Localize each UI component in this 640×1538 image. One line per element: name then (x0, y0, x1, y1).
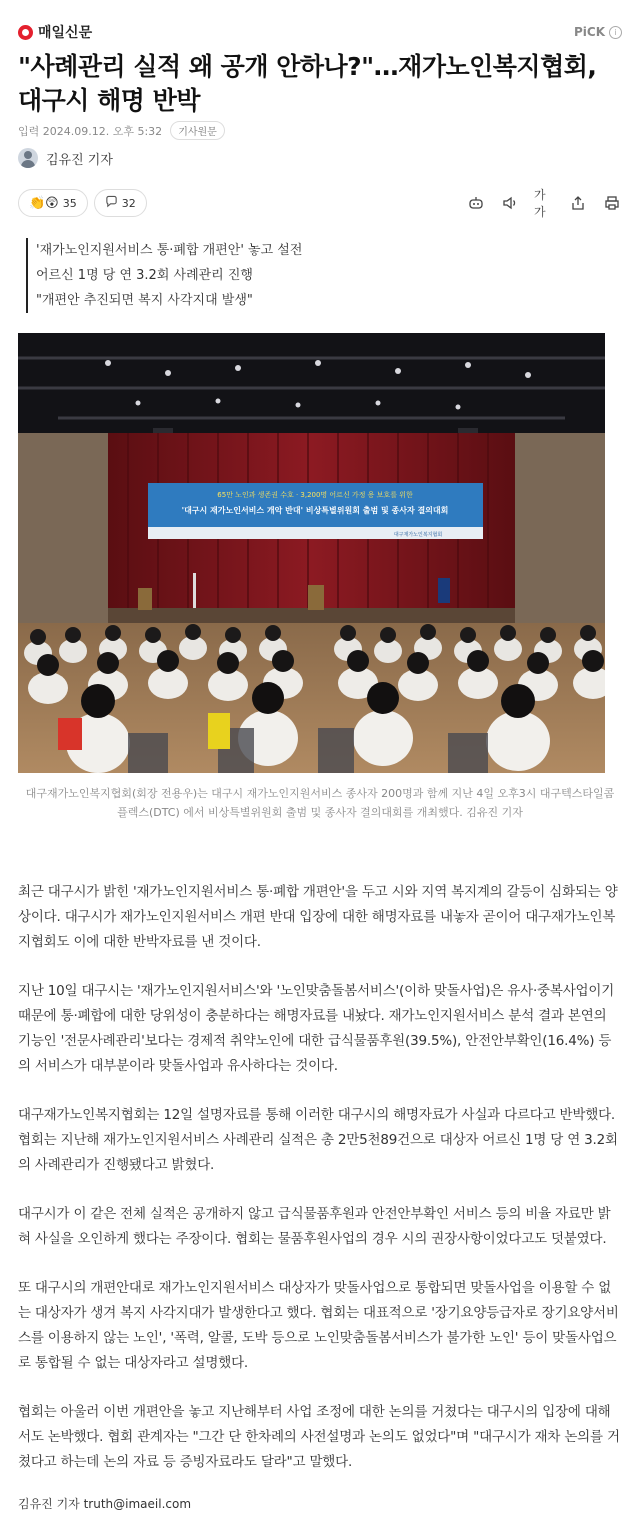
audio-speaker-icon[interactable] (500, 193, 520, 213)
reaction-count: 35 (62, 196, 77, 210)
article-photo[interactable] (18, 333, 605, 773)
article-paragraph: 최근 대구시가 밝힌 '재가노인지원서비스 통·폐합 개편안'을 두고 시와 지역 복지계의 갈등이 심화되는 양상이다. 대구시가 재가노인지원서비스 개편 반대 입장에 대한 해명자료를 내놓자 곧이어 대구재가노인복지협회도 이에 대한 반박자료를 낸 것이다. (18, 884, 618, 950)
print-icon[interactable] (602, 193, 622, 213)
article-byline: 김유진 기자 truth@imaeil.com (18, 1497, 192, 1511)
press-logo-icon (18, 25, 33, 40)
press-name: 매일신문 (38, 25, 93, 41)
summary-line: '재가노인지원서비스 통·폐합 개편안' 놓고 설전 (36, 243, 303, 258)
banner-line-2: '대구시 재가노인서비스 개악 반대' 비상특별위원회 출범 및 종사자 결의대회 (181, 506, 449, 515)
share-icon[interactable] (568, 193, 588, 213)
comment-icon (105, 195, 118, 211)
font-size-button[interactable]: 가가 (534, 188, 546, 219)
top-bar (18, 22, 622, 42)
reporter-name: 김유진 기자 (46, 152, 113, 168)
pick-badge[interactable] (574, 25, 622, 39)
article-body (18, 880, 622, 1499)
article-paragraph: 대구시가 이 같은 전체 실적은 공개하지 않고 급식물품후원과 안전안부확인 서비스 등의 비율 자료만 밝혀 사실을 오인하게 했다는 주장이다. 협회는 물품후원사업의 경우 시의 권장사항이었다고도 덧붙였다. (18, 1206, 611, 1247)
summary-line: "개편안 추진되면 복지 사각지대 발생" (36, 293, 253, 308)
photo-caption: 대구재가노인복지협회(회장 전용우)는 대구시 재가노인지원서비스 종사자 200명과 함께 지난 4일 오후3시 대구텍스타일콤플렉스(DTC) 에서 비상특별위원회 출범 및 종사자 결의대회를 개최했다. 김유진 기자 (25, 787, 615, 819)
article-title: "사례관리 실적 왜 공개 안하나?"…재가노인복지협회, 대구시 해명 반박 (18, 52, 597, 115)
banner-org: 대구재가노인복지협회 (393, 532, 443, 538)
reaction-button[interactable] (18, 189, 88, 217)
article-paragraph: 대구재가노인복지협회는 12일 설명자료를 통해 이러한 대구시의 해명자료가 사실과 다르다고 반박했다. 협회는 지난해 재가노인지원서비스 사례관리 실적은 총 2만5천89건으로 대상자 어르신 1명 당 연 3.2회의 사례관리가 진행됐다고 밝혔다. (18, 1107, 618, 1173)
article-paragraph: 또 대구시의 개편안대로 재가노인지원서비스 대상자가 맞돌사업으로 통합되면 맞돌사업을 이용할 수 없는 대상자가 생겨 복지 사각지대가 발생한다고 했다. 협회는 대표적으로 '장기요양등급자로 장기요양서비스를 이용하지 않는 노인', '폭력, 알콜, 도박 등으로 노인맞춤돌봄서비스가 불가한 노인' 등이 맞돌사업으로 통합될 수 없는 대상자라고 설명했다. (18, 1280, 619, 1371)
comment-button[interactable] (94, 189, 147, 217)
reporter-avatar (18, 148, 38, 168)
action-bar (18, 189, 622, 217)
article-paragraph: 협회는 아울러 이번 개편안을 놓고 지난해부터 사업 조정에 대한 논의를 거쳤다는 대구시의 입장에 대해서도 논박했다. 협회 관계자는 "그간 단 한차례의 사전설명과 논의도 없었다"며 "대구시가 재차 논의를 거쳤다고 하는데 논의 자료 등 증빙자료라도 달라"고 말했다. (18, 1404, 620, 1470)
summary-robot-icon[interactable] (466, 193, 486, 213)
hall-photo-illustration (18, 333, 605, 773)
banner-line-1: 65만 노인과 생존권 수호 · 3,200명 어르신 가정 용 보호를 위한 (217, 491, 413, 499)
original-article-button[interactable]: 기사원문 (170, 121, 225, 140)
comment-count: 32 (121, 196, 136, 210)
info-icon[interactable]: i (609, 26, 622, 39)
reporter-info[interactable] (18, 148, 113, 168)
article-summary (26, 238, 302, 313)
article-paragraph: 지난 10일 대구시는 '재가노인지원서비스'와 '노인맞춤돌봄서비스'(이하 맞돌사업)은 유사·중복사업이기 때문에 통·폐합에 대한 당위성이 충분하다는 해명자료를 내놨다. 재가노인지원서비스 분석 결과 본연의 기능인 '전문사례관리'보다는 경제적 취약노인에 대한 급식물품후원(39.5%), 안전안부확인(16.4%) 등의 서비스가 대부분이라 맞돌사업과 유사하다는 것이다. (18, 983, 615, 1074)
summary-line: 어르신 1명 당 연 3.2회 사례관리 진행 (36, 268, 253, 283)
press-logo[interactable] (18, 22, 92, 42)
article-date: 입력 2024.09.12. 오후 5:32 (18, 124, 163, 138)
article-meta (18, 121, 225, 140)
reaction-emoji-icon: 👏😲 (29, 195, 59, 211)
pick-label: PiCK (573, 25, 605, 39)
